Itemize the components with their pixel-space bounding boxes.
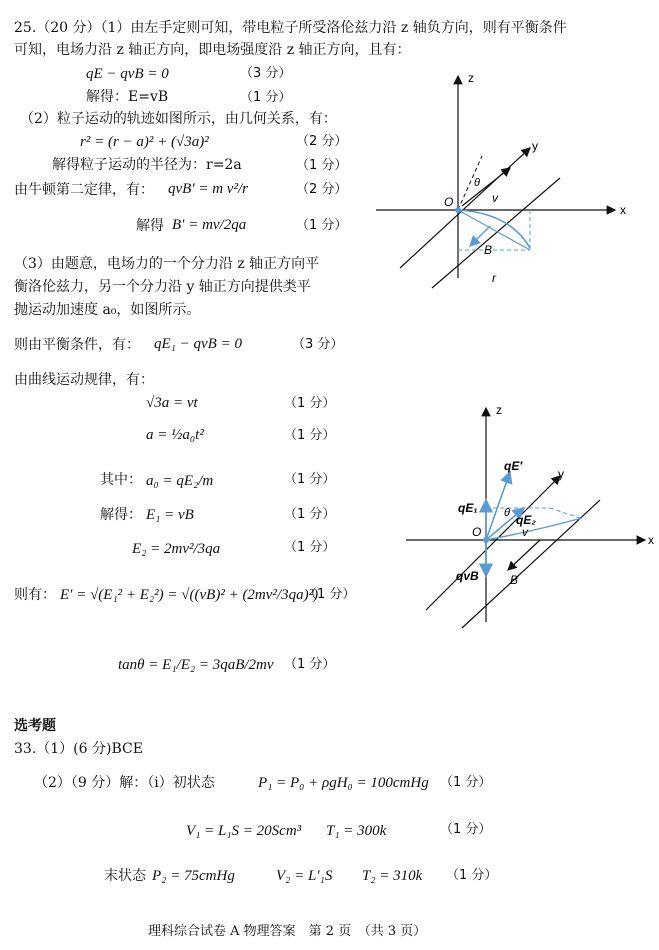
equation-9: E₂ = 2mv²/3qa: [132, 541, 221, 557]
equation-12: P₁ = P₀ + ρgH₀ = 100cmHg: [258, 775, 429, 791]
fig2-label-qe-prime: qE′: [504, 459, 523, 473]
newton-label: 由牛顿第二定律，有：: [14, 182, 154, 198]
equation-6: a = ½a₀t²: [146, 427, 204, 443]
fig2-label-y: y: [558, 467, 564, 481]
solution-4-label: 解得：: [100, 507, 142, 523]
equation-14a: P₂ = 75cmHg: [152, 868, 235, 884]
fig1-label-z: z: [468, 71, 474, 85]
fig2-label-x: x: [648, 533, 654, 547]
fig2-label-qe2: qE₂: [516, 513, 536, 527]
equation-2-points: （2 分）: [296, 134, 348, 149]
q25-line-2: 可知，电场力沿 z 轴正方向，即电场强度沿 z 轴正方向，且有：: [14, 42, 411, 58]
force-diagram: [400, 400, 658, 630]
b-arrow: [508, 540, 540, 570]
equation-12-points: （1 分）: [440, 775, 492, 790]
equation-14c: T₂ = 310k: [362, 868, 423, 884]
fig2-label-qe1: qE₁: [458, 501, 478, 515]
origin-dot: [483, 537, 489, 543]
q33-part-1: 33.（1）(6 分)BCE: [14, 741, 143, 757]
q33-part-2-intro: （2）（9 分）解：（i）初状态: [34, 775, 215, 791]
solution-3: B′ = mv/2qa: [172, 217, 247, 233]
equation-7: a₀ = qE₂/m: [146, 473, 214, 489]
fig1-label-y: y: [532, 139, 538, 153]
fig1-label-x: x: [620, 203, 626, 217]
equation-5: √3a = vt: [146, 395, 198, 411]
equation-8: E₁ = vB: [146, 507, 194, 523]
fig2-label-theta: θ: [504, 507, 510, 519]
origin-dot: [455, 207, 461, 213]
solution-2-points: （1 分）: [296, 158, 348, 173]
solution-1-points: （1 分）: [240, 90, 292, 105]
fig2-label-b: B: [510, 573, 519, 587]
equation-13-points: （1 分）: [440, 822, 492, 837]
fig1-label-b: B: [484, 243, 493, 257]
equation-10: E′ = √(E₁² + E₂²) = √((vB)² + (2mv²/3qa)²): [60, 587, 319, 603]
equation-1: qE − qvB = 0: [86, 66, 169, 82]
equation-5-points: （1 分）: [284, 396, 336, 411]
equation-2: r² = (r − a)² + (√3a)²: [80, 134, 209, 150]
trajectory-diagram: [370, 68, 640, 293]
equation-13b: T₁ = 300k: [326, 823, 387, 839]
part-3-line-2: 衡洛伦兹力，另一个分力沿 y 轴正方向提供类平: [14, 279, 311, 295]
equation-4-points: （3 分）: [292, 337, 344, 352]
equation-7-points: （1 分）: [284, 472, 336, 487]
equation-8-points: （1 分）: [284, 507, 336, 522]
final-state-label: 末状态: [104, 868, 146, 884]
fig2-label-v: v: [522, 525, 528, 539]
equation-9-points: （1 分）: [284, 540, 336, 555]
fig2-label-z: z: [496, 403, 502, 417]
equation-1-points: （3 分）: [240, 66, 292, 81]
fig1-label-v: v: [492, 191, 498, 205]
equation-6-points: （1 分）: [284, 428, 336, 443]
solution-2: 解得粒子运动的半径为：r=2a: [52, 157, 242, 173]
equation-13a: V₁ = L₁S = 20Scm³: [186, 823, 302, 839]
fig1-label-r: r: [492, 271, 496, 285]
equation-11: tanθ = E₁/E₂ = 3qaB/2mv: [118, 657, 274, 673]
fig1-label-o: O: [444, 195, 454, 209]
page-footer: 理科综合试卷 A 物理答案 第 2 页 （共 3 页）: [148, 924, 427, 939]
q25-line-1: 25.（20 分）（1）由左手定则可知，带电粒子所受洛伦兹力沿 z 轴负方向，则有平衡条件: [14, 20, 567, 36]
where-label: 其中：: [100, 472, 142, 488]
fig2-label-qvb: qvB: [456, 569, 479, 583]
equation-4: qE₁ − qvB = 0: [154, 336, 242, 352]
radius-line: [458, 210, 530, 250]
elective-heading: 选考题: [14, 718, 56, 734]
solution-1: 解得：E=vB: [86, 89, 169, 105]
equation-3: qvB′ = m v²/r: [168, 181, 248, 197]
equation-14-points: （1 分）: [446, 868, 498, 883]
balance-label: 则由平衡条件，有：: [14, 337, 140, 353]
equation-3-points: （2 分）: [296, 182, 348, 197]
v-arrow: [462, 168, 510, 206]
equation-10-points: （1 分）: [304, 587, 356, 602]
part-3-line-3: 抛运动加速度 a₀，如图所示。: [14, 302, 201, 318]
then-label: 则有：: [14, 587, 56, 603]
solution-3-points: （1 分）: [296, 218, 348, 233]
part-3-line-1: （3）由题意，电场力的一个分力沿 z 轴正方向平: [14, 256, 320, 272]
solution-3-label: 解得: [136, 218, 164, 234]
curve-label: 由曲线运动规律，有：: [14, 372, 154, 388]
equation-14b: V₂ = L′₁S: [276, 868, 333, 884]
part-2-intro: （2）粒子运动的轨迹如图所示，由几何关系，有：: [20, 111, 337, 127]
dashed-right: [550, 508, 580, 518]
equation-11-points: （1 分）: [284, 657, 336, 672]
y-axis: [426, 476, 560, 610]
fig1-label-theta: θ: [474, 177, 480, 189]
fig2-label-o: O: [472, 525, 482, 539]
